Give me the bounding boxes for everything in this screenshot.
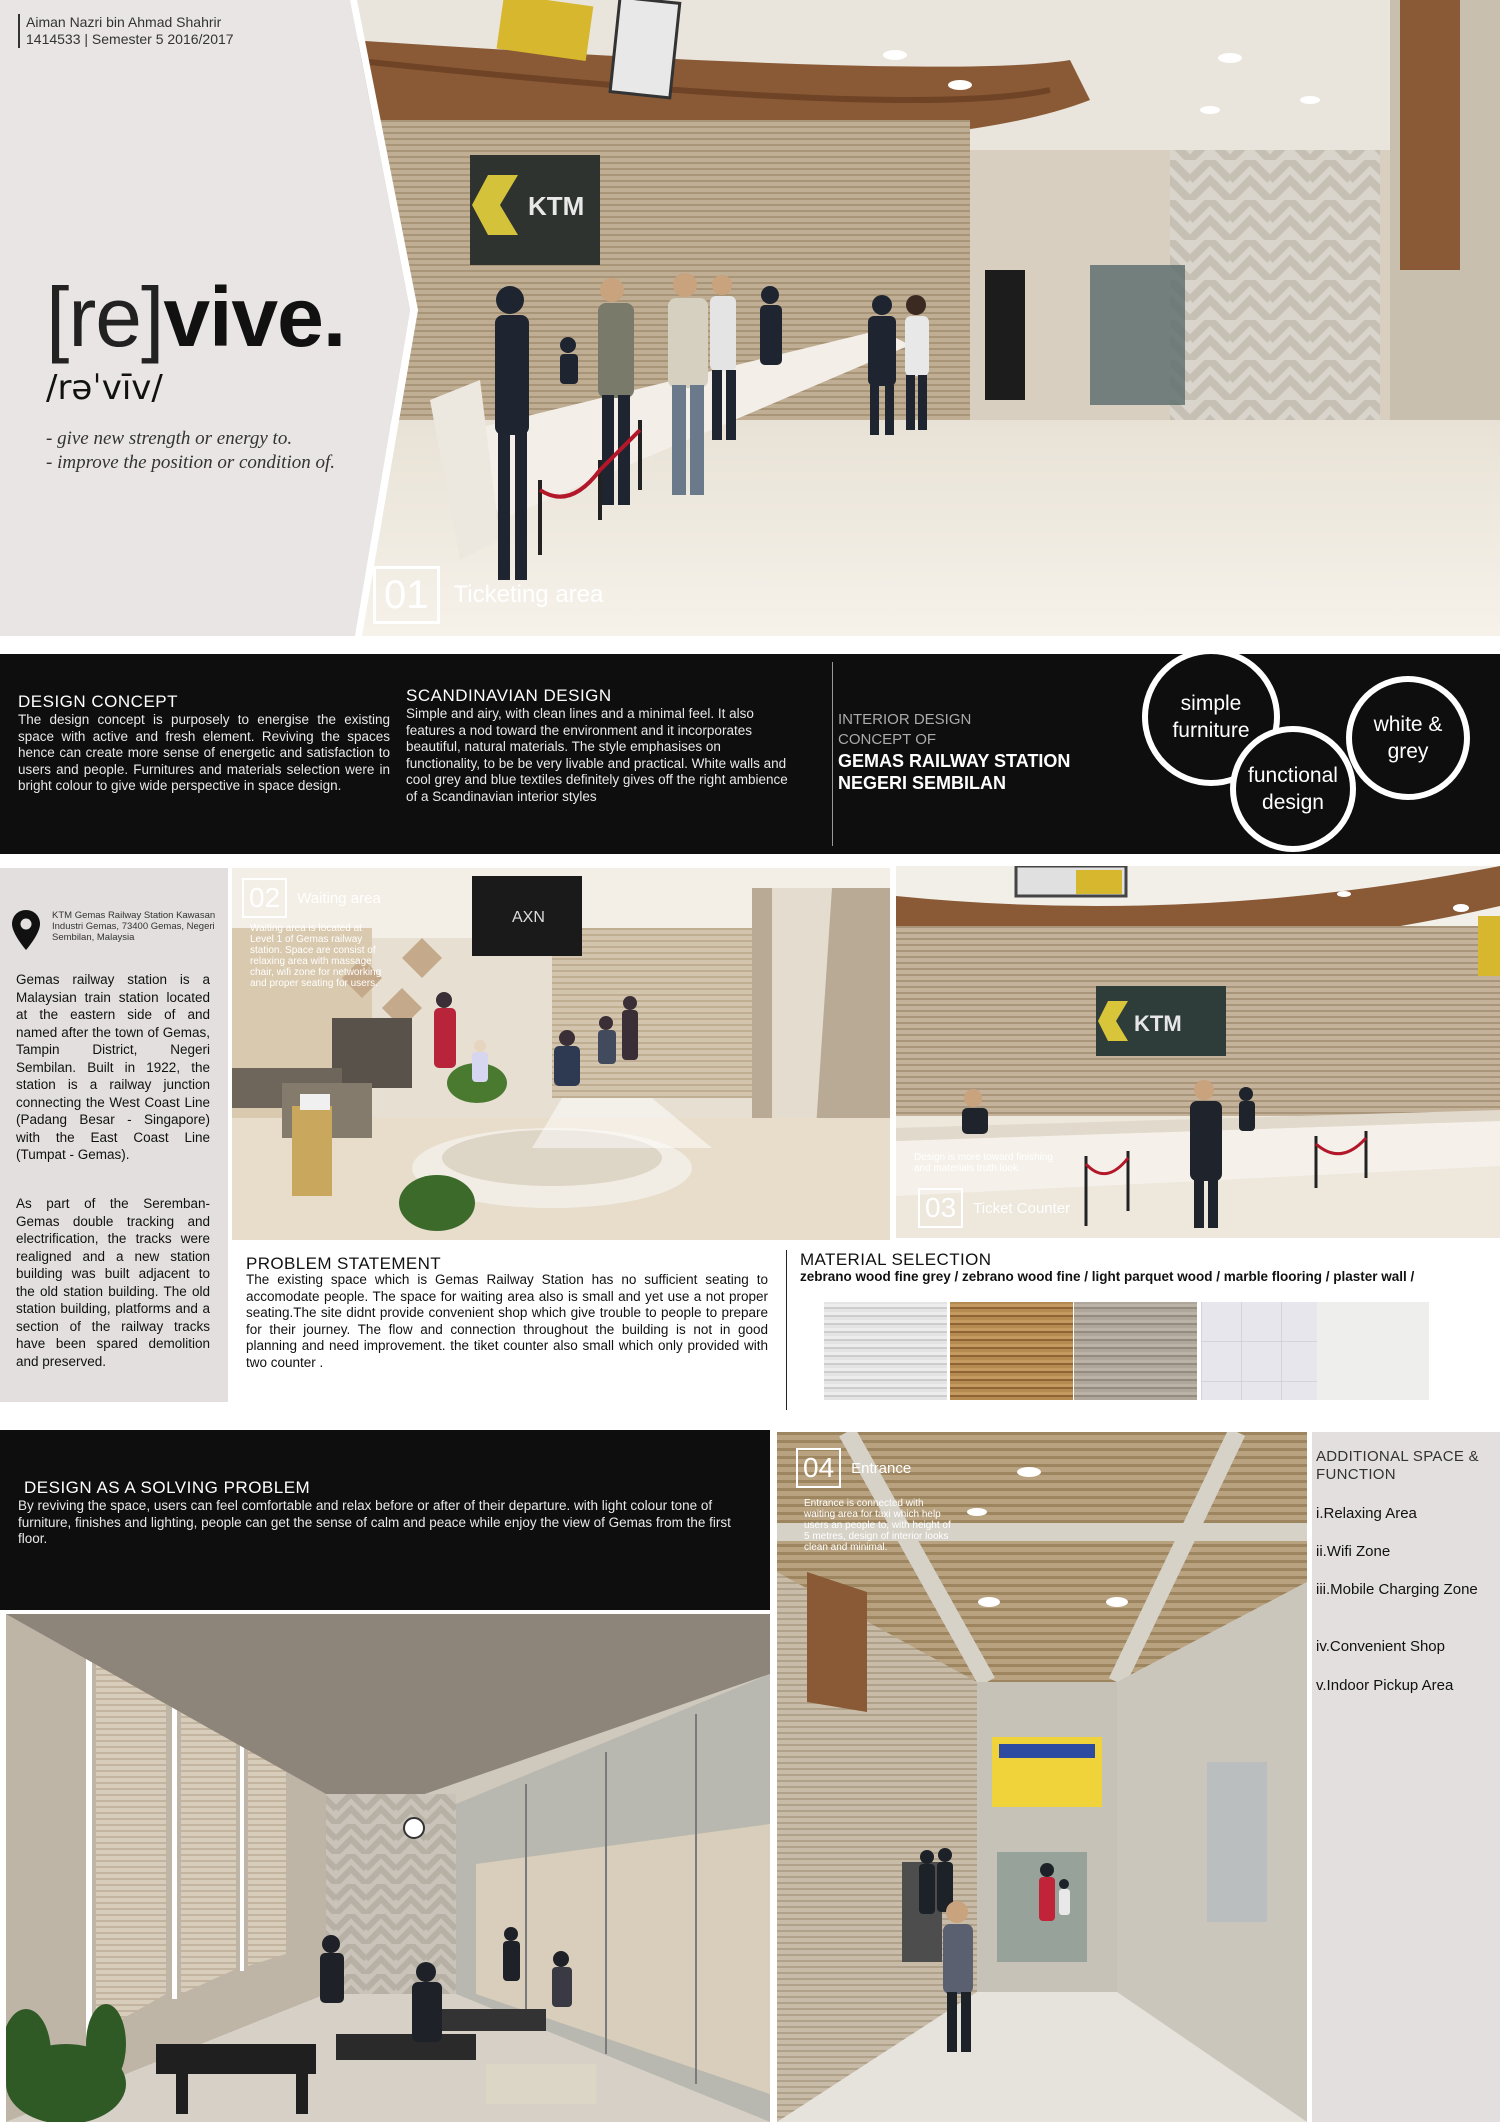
- solving-heading: DESIGN AS A SOLVING PROBLEM: [24, 1478, 311, 1497]
- counter-number: 03: [918, 1188, 963, 1228]
- seating-area-illustration: [6, 1614, 770, 2122]
- author-name: Aiman Nazri bin Ahmad Shahrir: [26, 14, 222, 30]
- swatch-marble: [1201, 1302, 1324, 1400]
- interior-line-3: GEMAS RAILWAY STATION: [838, 751, 1071, 771]
- author-block: [18, 14, 234, 48]
- design-concept-heading: DESIGN CONCEPT: [18, 692, 179, 711]
- swatch-zebrano: [950, 1302, 1073, 1400]
- design-concept-text: The design concept is purposely to energise the existing space with active and fresh element. Reviving the spaces hence can create more sense of energetic and satisfaction to users and people. Furnitures and materials selection were in bright colour to give wide perspective in space design.: [18, 712, 390, 793]
- waiting-description: Waiting area is located at Level 1 of Gemas railway station. Space are consist of relaxing area with massage chair, wifi zone for networking and proper seating for users.: [250, 923, 382, 989]
- tv-screen-text: AXN: [512, 909, 545, 926]
- scandinavian-text: Simple and airy, with clean lines and a minimal feel. It also features a nod toward the environment and it incorporates beautiful, natural materials. The style emphasises on functionality, to be be very livable and practical. White walls and cool grey and blue textiles definitely gives off the right ambience of a Scandinavian interior styles: [406, 706, 788, 804]
- waiting-caption: [242, 878, 381, 918]
- definition-1: - give new strength or energy to.: [46, 428, 293, 449]
- title-prefix: [re]: [46, 270, 164, 364]
- counter-caption: [918, 1188, 1070, 1228]
- interior-line-1: INTERIOR DESIGN: [838, 711, 972, 728]
- counter-description: Design is more toward finishing and materials truth look.: [914, 1152, 1053, 1174]
- scandinavian-heading: SCANDINAVIAN DESIGN: [406, 686, 612, 705]
- swatch-parquet: [1074, 1302, 1197, 1400]
- author-meta: 1414533 | Semester 5 2016/2017: [26, 31, 234, 47]
- circle-functional-text: functional design: [1248, 764, 1338, 814]
- station-address: KTM Gemas Railway Station Kawasan Industri Gemas, 73400 Gemas, Negeri Sembilan, Malaysia: [52, 910, 216, 943]
- poster-title: [46, 272, 345, 362]
- hero-label: Ticketing area: [453, 581, 604, 608]
- ticketing-area-render: [350, 0, 1500, 636]
- material-list: zebrano wood fine grey / zebrano wood fine / light parquet wood / marble flooring / plaster wall /: [800, 1269, 1415, 1284]
- problem-heading: PROBLEM STATEMENT: [246, 1254, 442, 1273]
- additional-item-3: iii.Mobile Charging Zone: [1316, 1581, 1478, 1598]
- additional-space-panel: [1312, 1432, 1500, 2122]
- definition-2: - improve the position or condition of.: [46, 452, 336, 473]
- hero-number: 01: [373, 566, 440, 624]
- band-divider: [832, 662, 833, 846]
- solving-text: By reviving the space, users can feel comfortable and relax before or after of their departure. with light colour tone of furniture, finishes and lighting, people can get the sense of calm and peace while enjoy the view of Gemas from the first floor.: [18, 1498, 731, 1546]
- interior-line-2: CONCEPT OF: [838, 731, 937, 748]
- map-pin-icon: [12, 910, 40, 950]
- swatch-zebrano-grey: [824, 1302, 947, 1400]
- ticketing-area-illustration: [350, 0, 1500, 636]
- entrance-description: Entrance is connected with waiting area for taxi which help users an people to, with height of 5 metres, design of interior looks clean and minimal.: [804, 1498, 951, 1553]
- additional-item-4: iv.Convenient Shop: [1316, 1638, 1445, 1655]
- hero-caption: [373, 566, 603, 624]
- interior-line-4: NEGERI SEMBILAN: [838, 773, 1007, 793]
- location-info-panel: [0, 868, 228, 1402]
- entrance-label: Entrance: [851, 1459, 912, 1477]
- title-phonetic: /rəˈvīv/: [46, 368, 163, 408]
- counter-logo-text: KTM: [1134, 1011, 1182, 1036]
- seating-area-render: [6, 1614, 770, 2122]
- material-heading: MATERIAL SELECTION: [800, 1250, 992, 1269]
- solving-band: [0, 1430, 770, 1610]
- circle-simple-text: simple furniture: [1172, 692, 1250, 742]
- problem-text: The existing space which is Gemas Railway Station has no sufficient seating to accomodate people. The space for waiting area also is small and yet use a not proper seating.The site didnt provide convenient shop which give trouble to people to prepare for their journey. The flow and connection throughout the building is not in good planning and need improvement. the tiket counter also small which only provided with two counter .: [246, 1272, 768, 1370]
- station-history-2: As part of the Seremban-Gemas double tracking and electrification, the tracks were realigned and a new station building was built adjacent to the old station building. The old station building, platforms and a section of the railway tracks have been spared demolition and preserved.: [16, 1196, 210, 1369]
- interior-concept-block: [838, 710, 1070, 794]
- additional-item-2: ii.Wifi Zone: [1316, 1543, 1391, 1560]
- entrance-caption: [796, 1448, 911, 1488]
- waiting-label: Waiting area: [297, 889, 381, 907]
- section-divider: [786, 1250, 787, 1410]
- swatch-plaster: [1317, 1302, 1429, 1400]
- entrance-number: 04: [796, 1448, 841, 1488]
- circle-functional-design: [1230, 726, 1356, 852]
- waiting-number: 02: [242, 878, 287, 918]
- additional-heading: ADDITIONAL SPACE & FUNCTION: [1316, 1448, 1479, 1483]
- circle-white-grey: [1346, 676, 1470, 800]
- ticket-counter-render: [896, 866, 1500, 1238]
- counter-label: Ticket Counter: [973, 1199, 1071, 1217]
- additional-item-5: v.Indoor Pickup Area: [1316, 1677, 1454, 1694]
- title-word: vive.: [163, 270, 346, 364]
- hero-logo-text: KTM: [528, 191, 585, 221]
- ticket-counter-illustration: [896, 866, 1500, 1238]
- additional-item-1: i.Relaxing Area: [1316, 1505, 1417, 1522]
- circle-white-text: white & grey: [1373, 713, 1443, 763]
- station-history-1: Gemas railway station is a Malaysian train station located at the eastern side of and named after the town of Gemas, Tampin District, Negeri Sembilan. Built in 1922, the station is a railway junction connecting the West Coast Line (Padang Besar - Singapore) with the East Coast Line (Tumpat - Gemas).: [16, 972, 210, 1162]
